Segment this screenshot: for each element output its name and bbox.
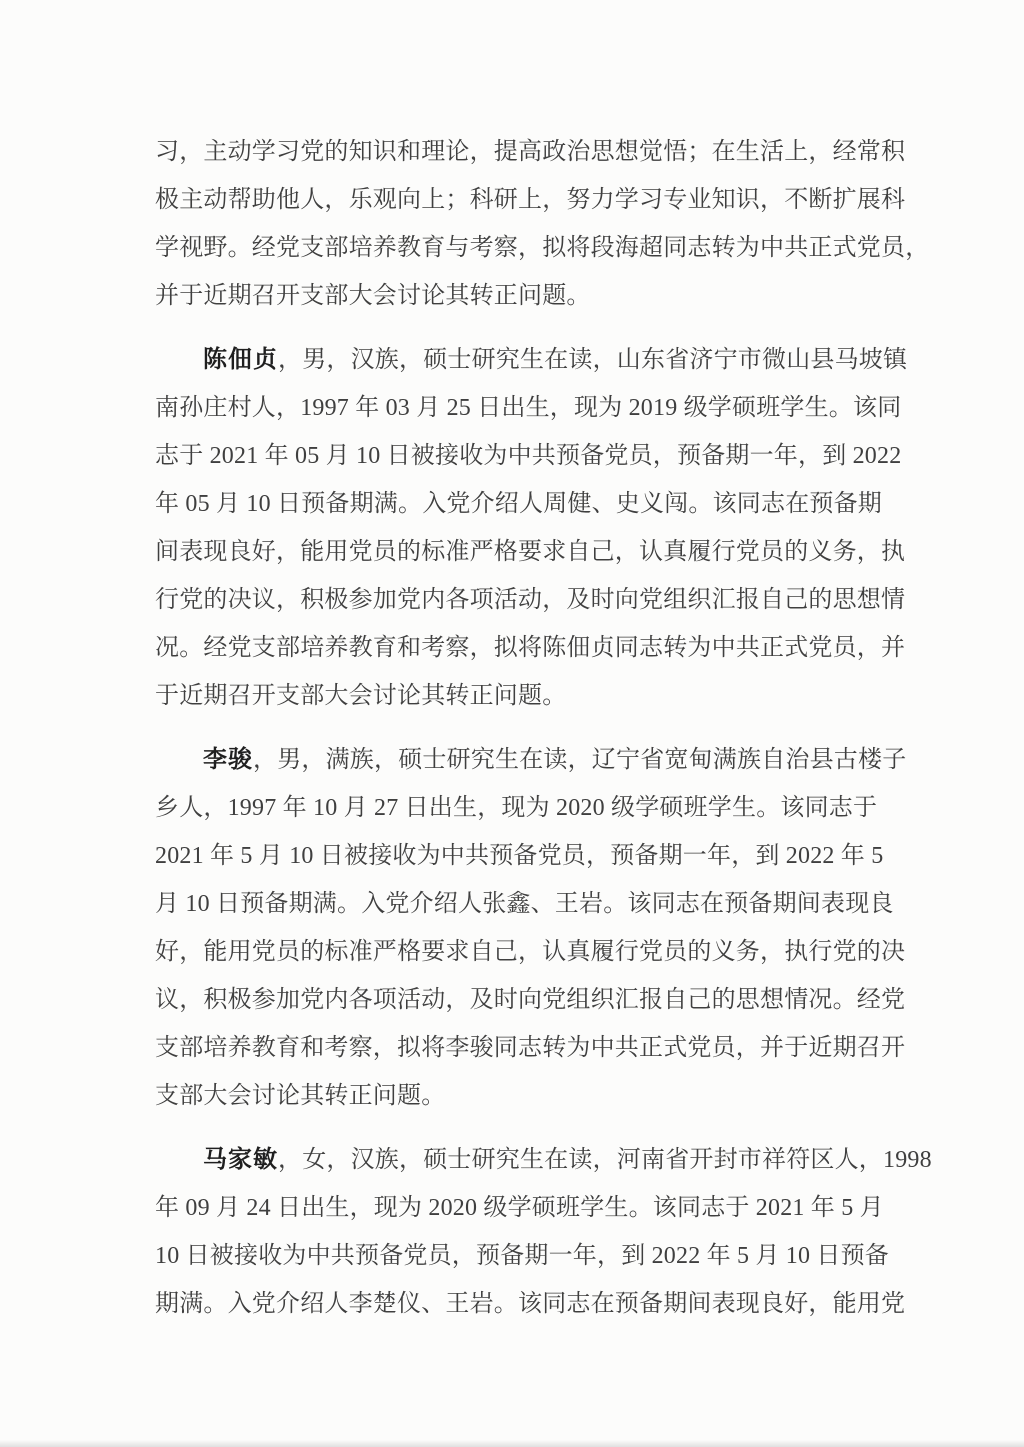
text-line: 极主动帮助他人，乐观向上；科研上，努力学习专业知识，不断扩展科 bbox=[155, 187, 906, 213]
document-page bbox=[155, 128, 932, 1344]
text-line: 况。经党支部培养教育和考察，拟将陈佃贞同志转为中共正式党员，并 bbox=[155, 635, 906, 661]
text-line: 志于 2021 年 05 月 10 日被接收为中共预备党员，预备期一年，到 2022 bbox=[155, 443, 902, 469]
paragraph-chen-dianzhen bbox=[155, 336, 925, 720]
text-line: 年 09 月 24 日出生，现为 2020 级学硕班学生。该同志于 2021 年 5 月 bbox=[155, 1195, 884, 1221]
text-line: 支部培养教育和考察，拟将李骏同志转为中共正式党员，并于近期召开 bbox=[155, 1035, 906, 1061]
text-segment: ，女，汉族，硕士研究生在读，河南省开封市祥符区人，1998 bbox=[278, 1147, 932, 1173]
paragraph-ma-jiamin bbox=[155, 1136, 932, 1328]
person-name: 李骏 bbox=[203, 747, 253, 773]
text-line bbox=[155, 736, 925, 784]
text-line: 年 05 月 10 日预备期满。入党介绍人周健、史义闯。该同志在预备期 bbox=[155, 491, 882, 517]
text-line: 南孙庄村人，1997 年 03 月 25 日出生，现为 2019 级学硕班学生。该同 bbox=[155, 395, 902, 421]
person-name: 马家敏 bbox=[203, 1147, 278, 1173]
text-line bbox=[155, 336, 925, 384]
text-segment: ，男，汉族，硕士研究生在读，山东省济宁市微山县马坡镇 bbox=[278, 347, 908, 373]
paragraph-duan-haichao-continuation bbox=[155, 128, 930, 320]
text-segment: ，男，满族，硕士研究生在读，辽宁省宽甸满族自治县古楼子 bbox=[253, 747, 907, 773]
paragraph-li-jun bbox=[155, 736, 925, 1120]
text-line: 乡人，1997 年 10 月 27 日出生，现为 2020 级学硕班学生。该同志于 bbox=[155, 795, 878, 821]
text-line: 10 日被接收为中共预备党员，预备期一年，到 2022 年 5 月 10 日预备 bbox=[155, 1243, 889, 1269]
text-line: 并于近期召开支部大会讨论其转正问题。 bbox=[155, 283, 591, 309]
text-line: 好，能用党员的标准严格要求自己，认真履行党员的义务，执行党的决 bbox=[155, 939, 906, 965]
text-line: 议，积极参加党内各项活动，及时向党组织汇报自己的思想情况。经党 bbox=[155, 987, 906, 1013]
text-line: 2021 年 5 月 10 日被接收为中共预备党员，预备期一年，到 2022 年 5 bbox=[155, 843, 884, 869]
scan-edge-shadow bbox=[0, 1440, 1024, 1447]
text-line: 支部大会讨论其转正问题。 bbox=[155, 1083, 446, 1109]
text-line: 习，主动学习党的知识和理论，提高政治思想觉悟；在生活上，经常积 bbox=[155, 139, 906, 165]
text-line bbox=[155, 1136, 932, 1184]
person-name: 陈佃贞 bbox=[203, 347, 278, 373]
text-line: 学视野。经党支部培养教育与考察，拟将段海超同志转为中共正式党员， bbox=[155, 235, 930, 261]
text-line: 间表现良好，能用党员的标准严格要求自己，认真履行党员的义务，执 bbox=[155, 539, 906, 565]
text-line: 期满。入党介绍人李楚仪、王岩。该同志在预备期间表现良好，能用党 bbox=[155, 1291, 906, 1317]
text-line: 于近期召开支部大会讨论其转正问题。 bbox=[155, 683, 567, 709]
text-line: 行党的决议，积极参加党内各项活动，及时向党组织汇报自己的思想情 bbox=[155, 587, 906, 613]
text-line: 月 10 日预备期满。入党介绍人张鑫、王岩。该同志在预备期间表现良 bbox=[155, 891, 894, 917]
